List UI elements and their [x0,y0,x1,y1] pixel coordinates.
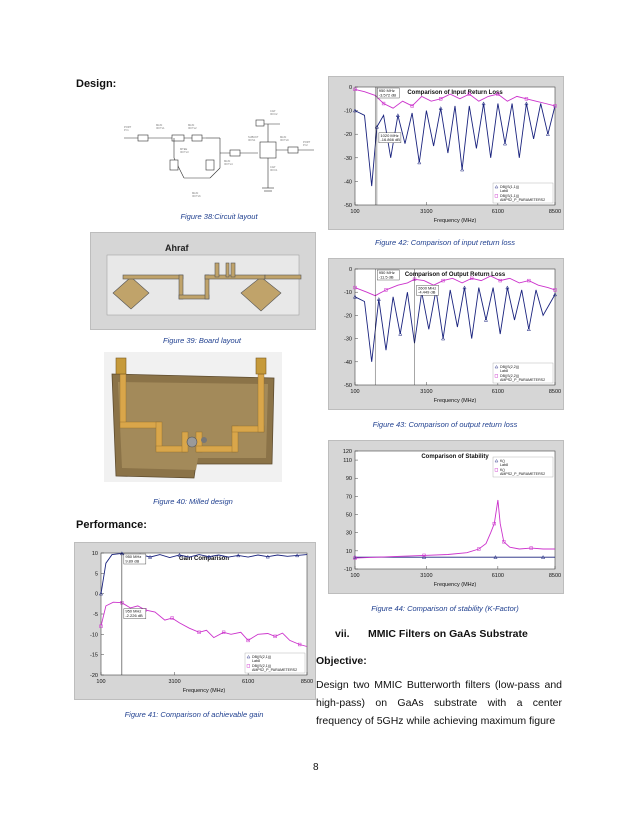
fig44-chart-panel [328,440,564,594]
fig43-chart-panel [328,258,564,410]
x-axis-label: Frequency (MHz) [433,218,477,224]
marker-label: 2600 MHz [418,285,437,291]
marker-label: 9.89 dB [125,558,140,564]
y-tick-label: 110 [343,458,352,465]
x-tick-label: 100 [350,573,360,579]
board-layout-panel [90,232,316,330]
y-tick-label: -30 [344,336,352,343]
x-tick-label: 6100 [491,209,504,215]
legend-label: DB(|S(2,1)|) [252,664,272,668]
fig41-chart-panel [74,542,316,700]
fig42-caption: Figure 42: Comparison of input return loss [374,238,516,247]
x-axis-label: Frequency (MHz) [433,582,477,588]
svg-text:ID=TL2: ID=TL2 [188,127,197,130]
y-tick-label: 120 [342,449,352,455]
x-axis-label: Frequency (MHz) [182,688,226,694]
legend-label: AMPS2_P_PARAMETERS2 [252,667,298,672]
y-tick-label: 70 [345,494,352,501]
section-number: vii. [335,628,350,640]
y-tick-label: 10 [91,551,98,557]
y-tick-label: -40 [344,359,352,366]
svg-text:ID=TL4: ID=TL4 [224,163,233,166]
svg-text:MTEE: MTEE [180,148,188,151]
y-tick-label: -10 [344,567,352,573]
marker-label: -4.449 dB [418,289,436,295]
circuit-schematic [120,98,318,208]
y-tick-label: 90 [345,476,352,483]
svg-text:ID=TL1: ID=TL1 [156,127,165,130]
marker-label: -2.226 dB [125,613,143,619]
svg-text:P=1: P=1 [124,129,129,132]
chart-title: Comparison of Input Return Loss [407,90,503,96]
section-title: MMIC Filters on GaAs Substrate [368,628,528,640]
fig44-caption: Figure 44: Comparison of stability (K-Factor) [371,604,519,613]
objective-text: Design two MMIC Butterworth filters (low-pass and high-pass) on GaAs substrate with a center frequency of 5GHz while achieving maximum figure [316,679,562,727]
x-tick-label: 100 [350,209,360,215]
fig38-caption: Figure 38:Circuit layout [180,212,258,221]
legend-label: Lab8 [500,188,508,193]
chart-title: Comparison of Stability [421,454,489,460]
marker-label: 1020 MHz [380,132,399,138]
fig42-chart-panel [328,76,564,230]
legend-label: Lab8 [500,368,508,373]
x-tick-label: 6100 [242,679,255,685]
performance-heading: Performance: [76,519,147,531]
x-tick-label: 8500 [300,679,314,685]
legend-label: K() [500,468,505,472]
fig40-caption: Figure 40: Milled design [153,497,233,506]
marker-label: -16.866 dB [380,137,400,143]
chart-title: Gain Comparison [178,556,230,562]
legend-label: DB(|S(2,1)|) [252,655,272,659]
milled-design-photo [104,352,282,482]
x-tick-label: 8500 [548,209,562,215]
svg-text:MLIN: MLIN [188,124,195,127]
legend-label: DB(|S(1,1)|) [500,185,520,189]
y-tick-label: -10 [344,290,352,297]
stability-chart [329,441,563,593]
svg-text:MLIN: MLIN [156,124,163,127]
board-layout-drawing [91,233,315,329]
svg-text:MLIN: MLIN [280,136,287,139]
fig43-caption: Figure 43: Comparison of output return loss [372,420,518,429]
svg-text:SUBCKT: SUBCKT [248,136,259,139]
circuit-layout [120,98,318,208]
x-tick-label: 8500 [548,573,562,579]
svg-text:ID=C2: ID=C2 [270,113,278,116]
x-tick-label: 8500 [548,389,562,395]
y-tick-label: -10 [90,632,98,639]
y-tick-label: 0 [348,267,352,273]
marker-label: -3.572 dB [378,92,397,98]
x-tick-label: 3100 [168,679,181,685]
y-tick-label: 10 [345,548,352,555]
svg-text:CAP: CAP [270,110,276,113]
objective-heading: Objective: [316,655,367,667]
legend-label: AMPS2_P_PARAMETERS2 [500,377,546,382]
svg-text:MLIN: MLIN [192,192,199,195]
design-heading: Design: [76,78,117,90]
input-return-loss-chart [329,77,563,229]
y-tick-label: -10 [344,108,352,115]
legend-label: Lab8 [252,658,260,663]
chart-title: Comparison of Output Return Loss [404,272,506,278]
x-tick-label: 3100 [420,389,433,395]
x-tick-label: 100 [96,679,106,685]
legend-label: DB(|S(2,2)|) [500,365,520,369]
marker-label: 950 MHz [378,88,395,93]
x-tick-label: 6100 [491,389,504,395]
gain-comparison-chart [75,543,315,699]
marker-label: 950 MHz [378,270,395,275]
x-tick-label: 6100 [491,573,504,579]
svg-text:MLIN: MLIN [224,160,231,163]
y-tick-label: -50 [344,383,352,389]
y-tick-label: -50 [344,203,352,209]
legend-label: AMPS2_P_PARAMETERS2 [500,471,546,476]
y-tick-label: 30 [345,530,352,537]
y-tick-label: -20 [344,132,352,139]
svg-text:P=2: P=2 [303,144,308,147]
x-tick-label: 100 [350,389,360,395]
page-number: 8 [313,762,319,773]
y-tick-label: 5 [94,571,98,578]
legend-label: AMPS2_P_PARAMETERS2 [500,197,546,202]
y-tick-label: 0 [348,85,352,91]
marker-label: 950 MHz [125,554,142,559]
legend-label: Lab8 [500,462,508,467]
x-axis-label: Frequency (MHz) [433,398,477,404]
marker-label: -11.5 dB [378,274,394,280]
legend-label: K() [500,459,505,463]
output-return-loss-chart [329,259,563,409]
marker-label: 950 MHz [125,608,142,614]
y-tick-label: -40 [344,179,352,186]
x-tick-label: 3100 [420,209,433,215]
fig39-caption: Figure 39: Board layout [163,336,241,345]
svg-text:CAP: CAP [270,166,276,169]
svg-text:ID=S1: ID=S1 [248,139,256,142]
y-tick-label: -30 [344,155,352,162]
y-tick-label: -20 [90,673,98,679]
y-tick-label: -5 [93,612,98,618]
y-tick-label: -20 [344,313,352,320]
svg-text:ID=TL6: ID=TL6 [192,195,201,198]
svg-text:PORT: PORT [124,126,132,129]
svg-text:ID=TL3: ID=TL3 [180,151,189,154]
svg-text:ID=TL9: ID=TL9 [280,139,289,142]
svg-text:PORT: PORT [303,141,311,144]
board-label: Ahraf [165,243,189,253]
x-tick-label: 3100 [420,573,433,579]
svg-text:ID=C1: ID=C1 [270,169,278,172]
legend-label: DB(|S(1,1)|) [500,194,520,198]
y-tick-label: 50 [345,512,352,519]
fig41-caption: Figure 41: Comparison of achievable gain [124,710,264,719]
legend-label: DB(|S(2,2)|) [500,374,520,378]
y-tick-label: -15 [90,652,98,659]
y-tick-label: 0 [94,591,98,598]
